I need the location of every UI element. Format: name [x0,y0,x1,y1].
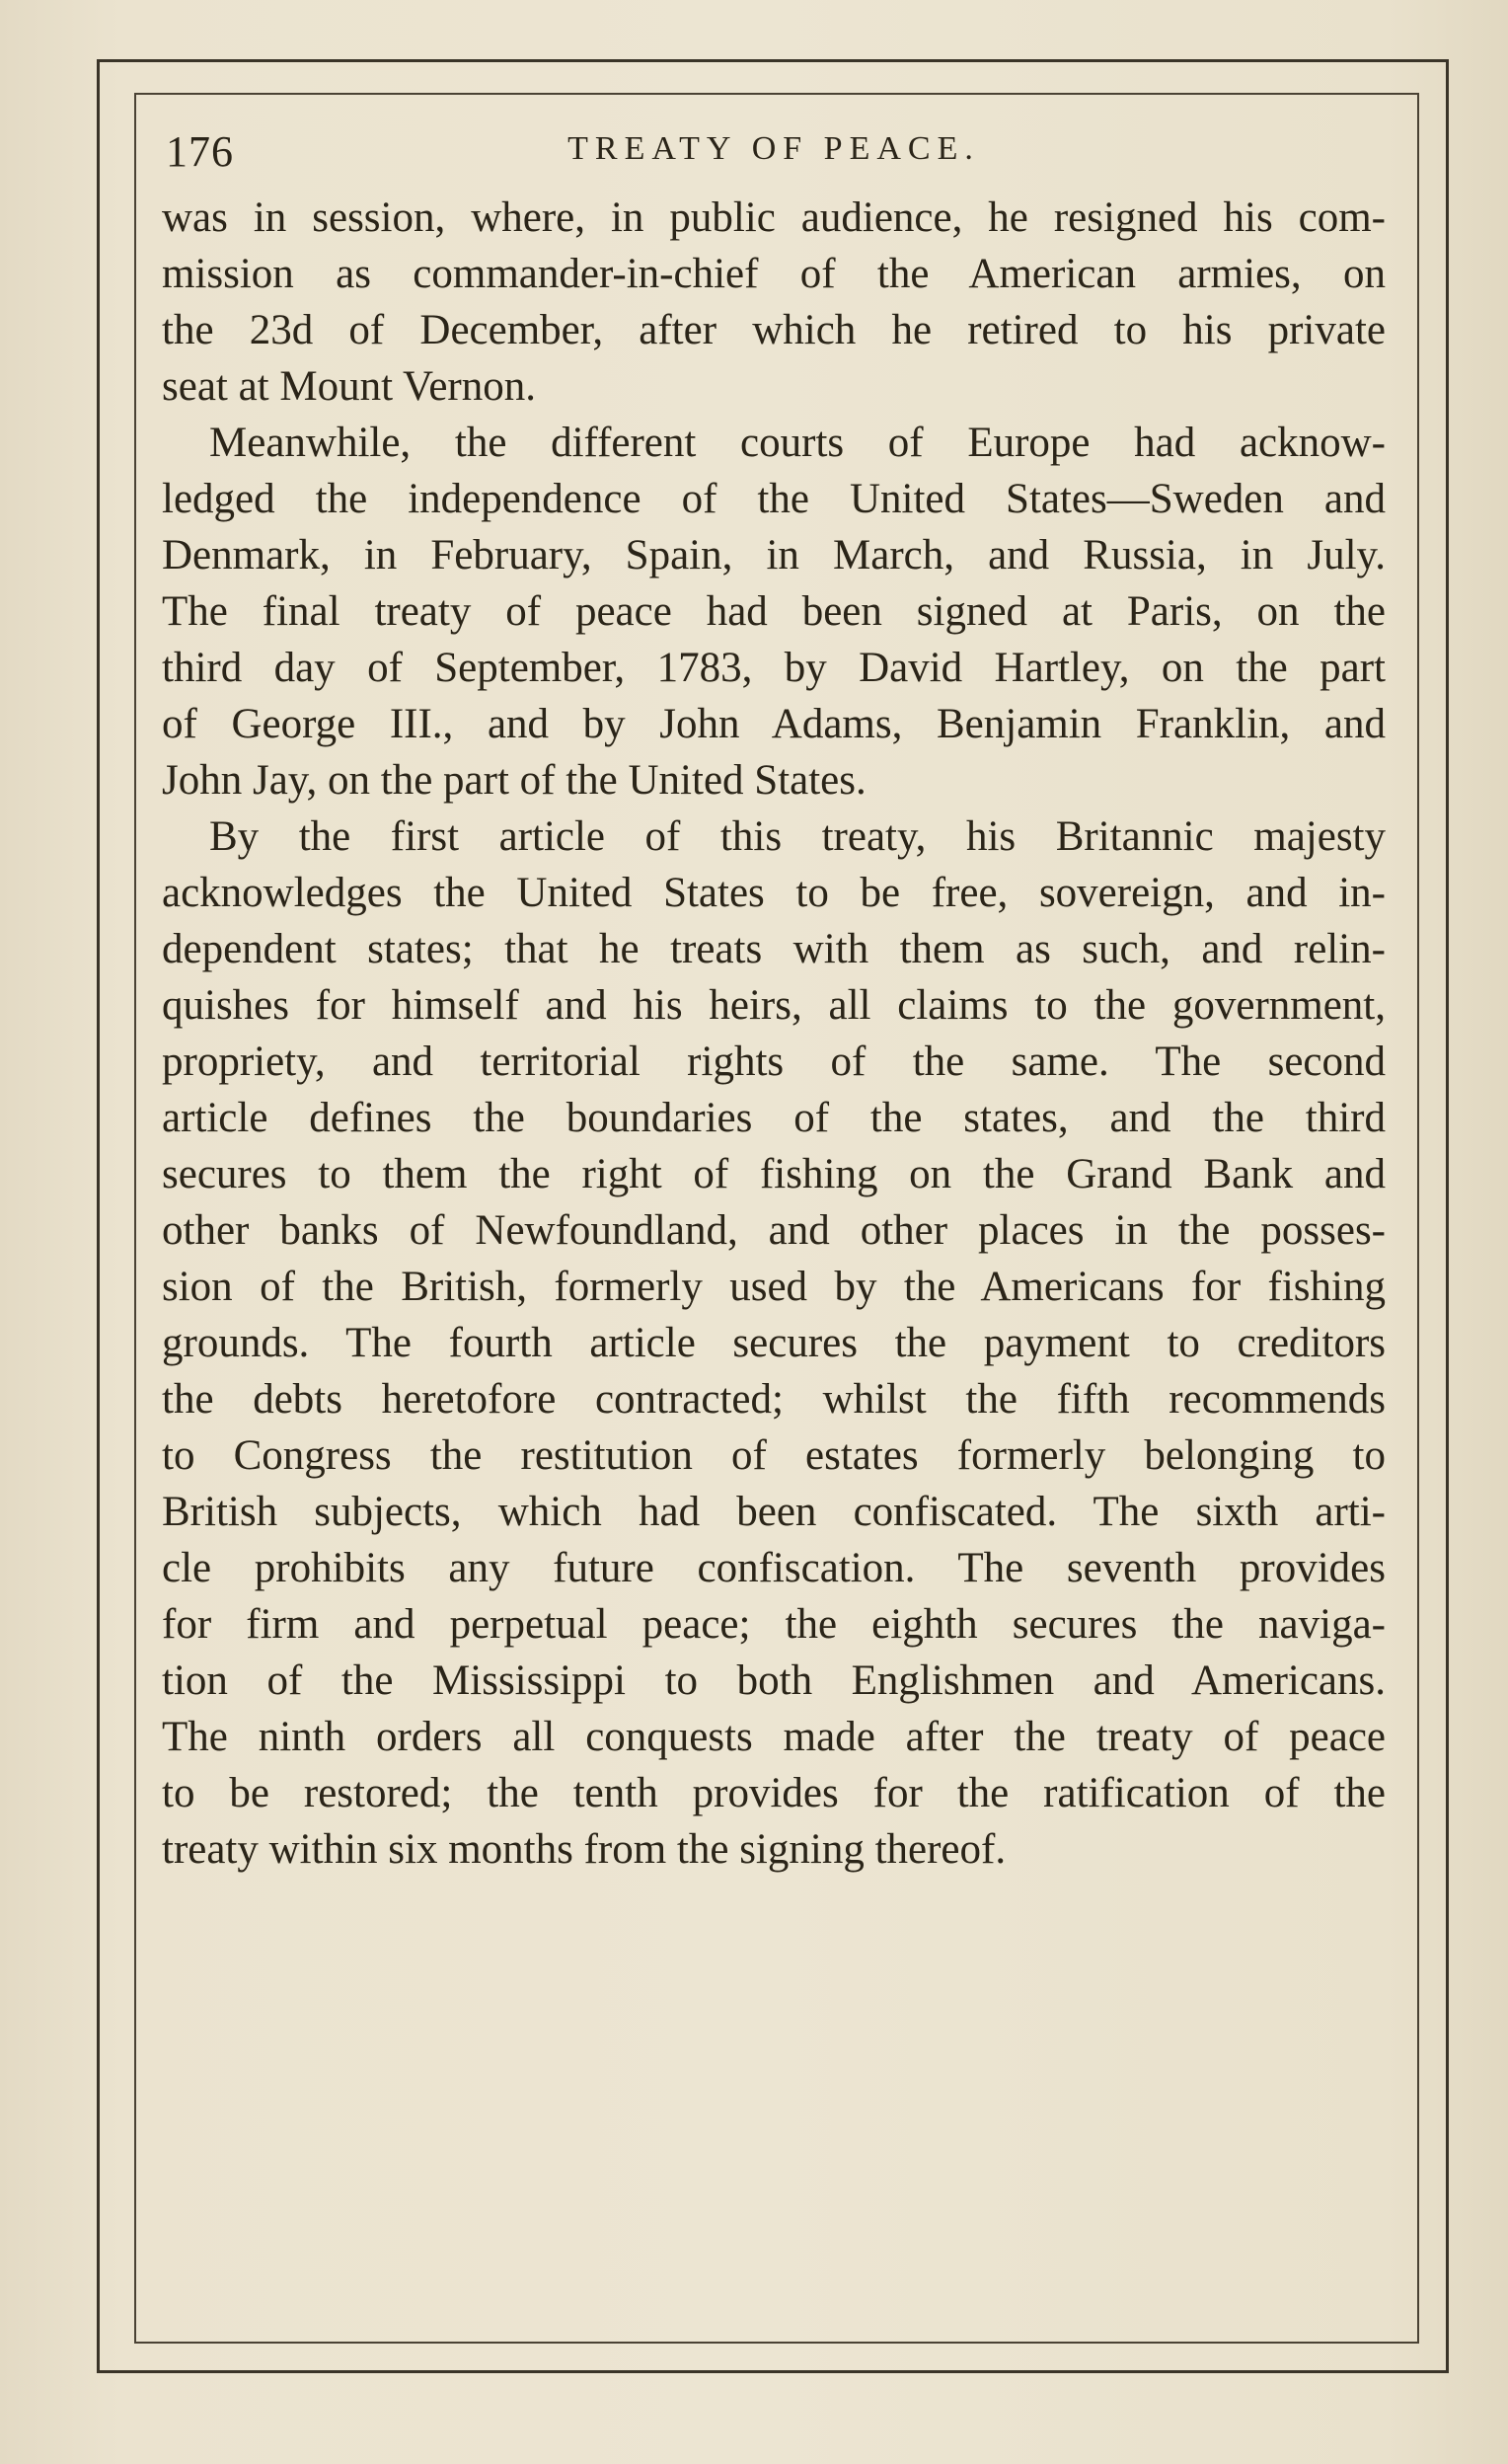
text-line: Denmark, in February, Spain, in March, and Russia, in July. [162,532,1386,578]
page-number: 176 [166,127,234,176]
text-line: to be restored; the tenth provides for the ratification of the [162,1770,1386,1816]
text-line: The final treaty of peace had been signed at Paris, on the [162,588,1386,635]
text-line: quishes for himself and his heirs, all claims to the government, [162,982,1386,1029]
page-header [158,118,1390,188]
text-line: ledged the independence of the United States—Sweden and [162,476,1386,522]
text-line: dependent states; that he treats with them as such, and relin- [162,926,1386,972]
text-line: third day of September, 1783, by David Hartley, on the part [162,645,1386,691]
text-line: tion of the Mississippi to both Englishmen and Americans. [162,1657,1386,1704]
text-line: sion of the British, formerly used by the Americans for fishing [162,1264,1386,1310]
text-line: Meanwhile, the different courts of Europe had acknow- [209,420,1386,466]
text-line: cle prohibits any future confiscation. The seventh provides [162,1545,1386,1591]
text-line: propriety, and territorial rights of the same. The second [162,1039,1386,1085]
text-line: British subjects, which had been confiscated. The sixth arti- [162,1489,1386,1535]
text-line: John Jay, on the part of the United States. [162,757,867,804]
text-line: was in session, where, in public audience, he resigned his com- [162,194,1386,241]
text-line: article defines the boundaries of the states, and the third [162,1095,1386,1141]
text-line: By the first article of this treaty, his Britannic majesty [209,813,1386,860]
text-line: acknowledges the United States to be free, sovereign, and in- [162,870,1386,916]
body-text [162,190,1386,1878]
text-line: secures to them the right of fishing on the Grand Bank and [162,1151,1386,1197]
text-line: for firm and perpetual peace; the eighth secures the naviga- [162,1601,1386,1648]
text-line: seat at Mount Vernon. [162,363,536,410]
page-content [158,118,1390,1873]
text-line: to Congress the restitution of estates formerly belonging to [162,1432,1386,1479]
text-line: treaty within six months from the signing thereof. [162,1826,1007,1873]
text-line: grounds. The fourth article secures the payment to creditors [162,1320,1386,1366]
text-line: the 23d of December, after which he retired to his private [162,307,1386,353]
text-line: of George III., and by John Adams, Benjamin Franklin, and [162,701,1386,747]
running-head: TREATY OF PEACE. [567,130,980,167]
text-line: mission as commander-in-chief of the American armies, on [162,251,1386,297]
text-line: The ninth orders all conquests made after the treaty of peace [162,1714,1386,1760]
text-line: other banks of Newfoundland, and other places in the posses- [162,1207,1386,1254]
text-line: the debts heretofore contracted; whilst the fifth recommends [162,1376,1386,1423]
